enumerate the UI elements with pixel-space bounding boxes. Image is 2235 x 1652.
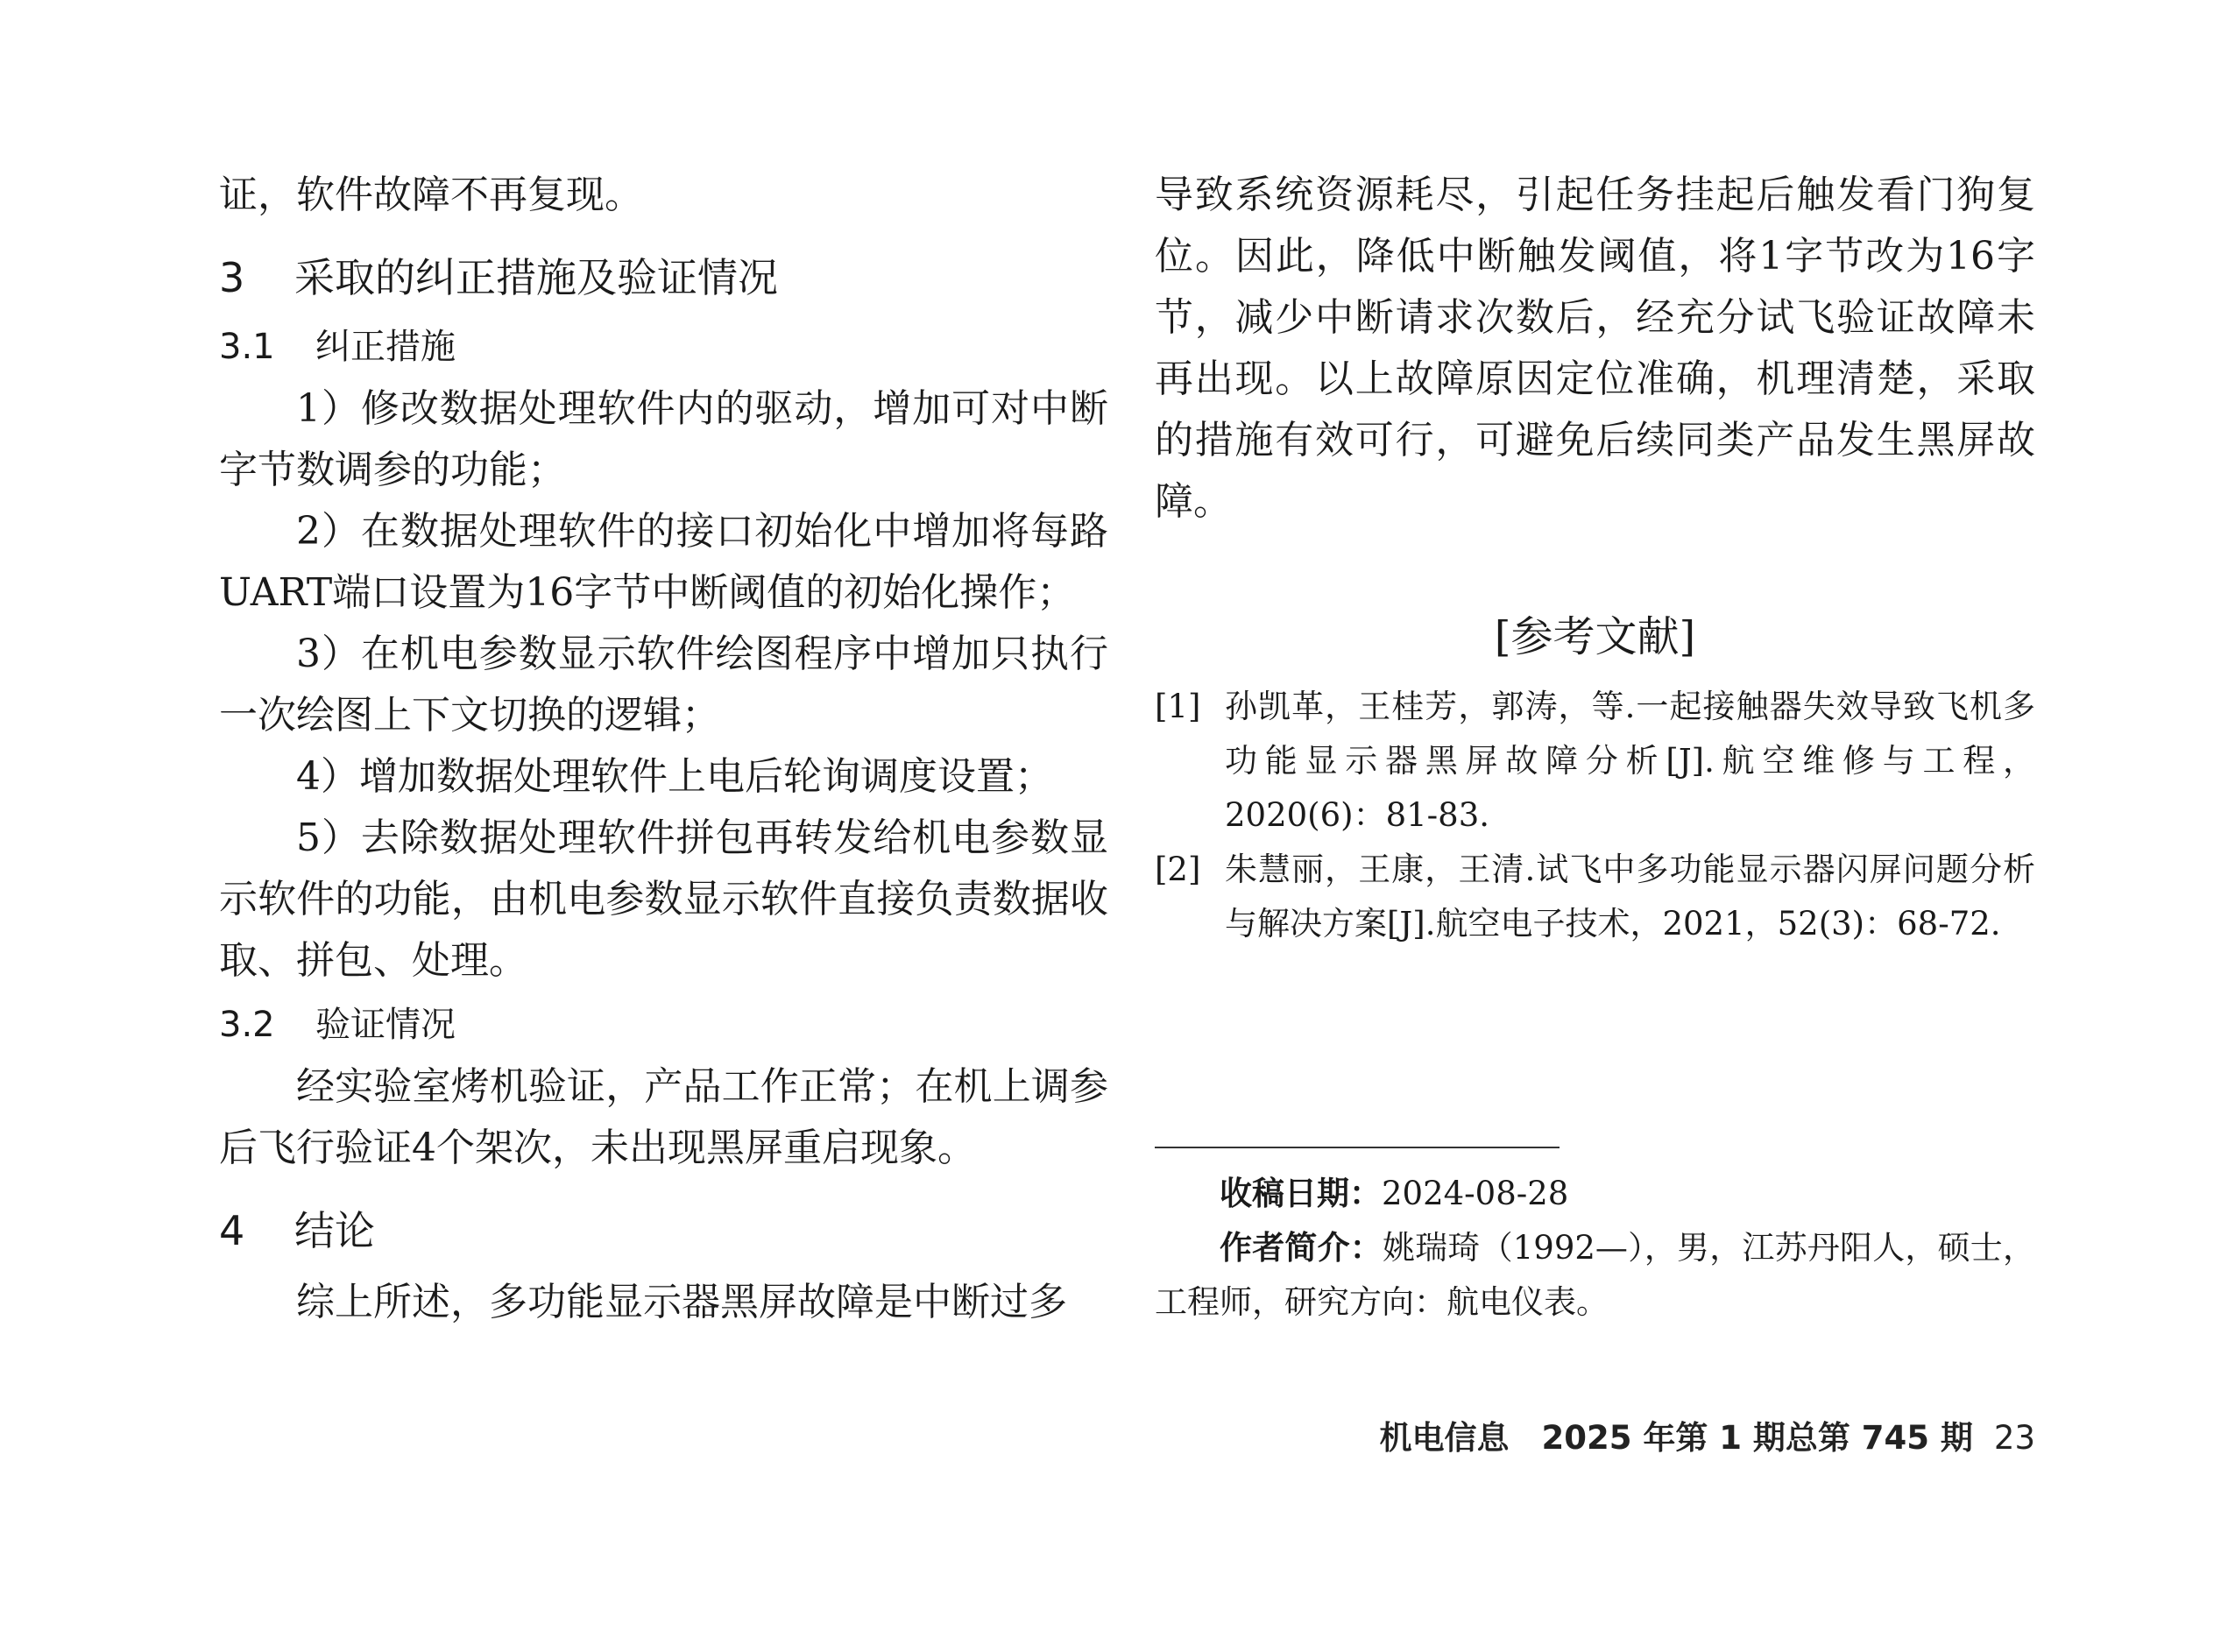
measure-item: 2）在数据处理软件的接口初始化中增加将每路UART端口设置为16字节中断阈值的初始化操作； [219, 509, 1108, 615]
section-title: 结论 [294, 1207, 375, 1254]
subsection-title: 验证情况 [315, 1005, 456, 1045]
conclusion-continuation: 导致系统资源耗尽，引起任务挂起后触发看门狗复位。因此，降低中断触发阈值，将1字节改为16字节，减少中断请求次数后，经充分试飞验证故障未再出现。以上故障原因定位准确，机理清楚，采取的措施有效可行，可避免后续同类产品发生黑屏故障。 [1155, 173, 2035, 524]
author-value: 姚瑞琦（1992—），男，江苏丹阳人，硕士，工程师，研究方向：航电仪表。 [1155, 1229, 2035, 1321]
reference-item [1155, 843, 2035, 951]
measure-item: 1）修改数据处理软件内的驱动，增加可对中断字节数调参的功能； [219, 386, 1108, 492]
page-number: 23 [1993, 1419, 2035, 1457]
received-label: 收稿日期： [1220, 1175, 1382, 1212]
author-info [1155, 1221, 2035, 1330]
section-number: 4 [219, 1207, 245, 1254]
received-value: 2024-08-28 [1382, 1175, 1569, 1212]
verification-paragraph: 经实验室烤机验证，产品工作正常；在机上调参后飞行验证4个架次，未出现黑屏重启现象。 [219, 1064, 1108, 1170]
reference-text: 朱慧丽，王康，王清.试飞中多功能显示器闪屏问题分析与解决方案[J].航空电子技术，2021，52(3)：68-72. [1225, 851, 2035, 942]
section-3-heading [219, 247, 1108, 308]
subsection-number: 3.2 [219, 1005, 275, 1045]
references-title: [参考文献] [1494, 612, 1696, 661]
section-4-heading [219, 1200, 1108, 1261]
journal-issue: 机电信息 2025 年第 1 期总第 745 期 [1379, 1419, 1973, 1457]
page-footer [1380, 1412, 2035, 1465]
measure-item: 3）在机电参数显示软件绘图程序中增加只执行一次绘图上下文切换的逻辑； [219, 632, 1108, 738]
subsection-3-2-heading [219, 997, 1108, 1053]
left-column [219, 165, 1108, 1333]
footnote [1155, 1167, 2035, 1330]
subsection-title: 纠正措施 [315, 327, 456, 367]
author-label: 作者简介： [1220, 1229, 1383, 1267]
section-number: 3 [219, 254, 245, 301]
reference-text: 孙凯革，王桂芳，郭涛，等.一起接触器失效导致飞机多功能显示器黑屏故障分析[J].航空维修与工程，2020(6)：81-83. [1225, 688, 2035, 834]
measure-item: 4）增加数据处理软件上电后轮询调度设置； [296, 754, 1053, 799]
footnote-divider [1155, 1147, 1560, 1148]
section-title: 采取的纠正措施及验证情况 [294, 254, 778, 301]
paragraph-continuation: 证，软件故障不再复现。 [219, 173, 643, 217]
right-column [1155, 165, 2035, 951]
conclusion-paragraph: 综上所述，多功能显示器黑屏故障是中断过多 [296, 1280, 1067, 1324]
reference-number: [2] [1155, 851, 1201, 888]
reference-item [1155, 680, 2035, 843]
received-date [1155, 1167, 2035, 1221]
subsection-number: 3.1 [219, 327, 275, 367]
measure-item: 5）去除数据处理软件拼包再转发给机电参数显示软件的功能，由机电参数显示软件直接负责数据收取、拼包、处理。 [219, 815, 1108, 983]
reference-number: [1] [1155, 688, 1201, 725]
subsection-3-1-heading [219, 319, 1108, 375]
